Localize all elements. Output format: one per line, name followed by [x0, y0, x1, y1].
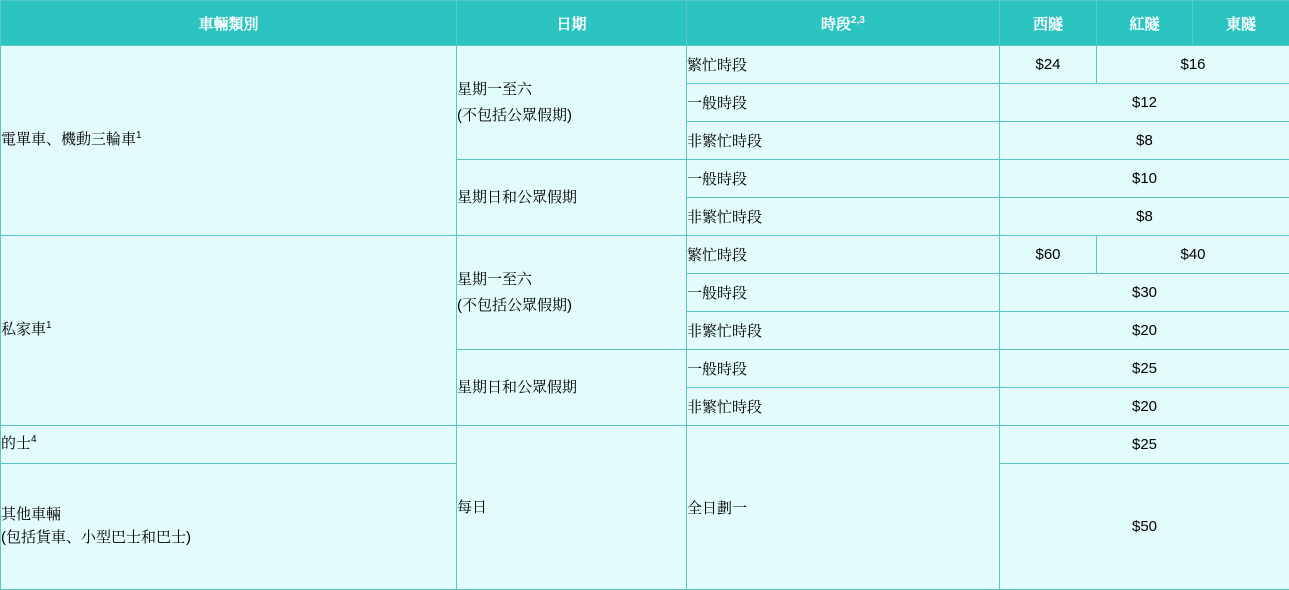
column-header-east-tunnel: 東隧 [1193, 1, 1289, 46]
fare-motorcycle-sunday-normal: $10 [1000, 160, 1289, 198]
day-weekday-motorcycle-line1: 星期一至六 [457, 77, 686, 103]
column-header-period-footnote: 2,3 [851, 15, 865, 26]
table-row [1, 46, 1289, 84]
column-header-period [687, 1, 1000, 46]
fare-taxi-all-day: $25 [1000, 426, 1289, 464]
day-sunday-motorcycle: 星期日和公眾假期 [457, 160, 687, 236]
vehicle-category-others [1, 464, 457, 590]
period-normal-private-car-sunday: 一般時段 [687, 350, 1000, 388]
vehicle-category-private-car-footnote: 1 [46, 320, 52, 331]
period-nonbusy-private-car-sunday: 非繁忙時段 [687, 388, 1000, 426]
day-weekday-private-car [457, 236, 687, 350]
column-header-period-label: 時段 [821, 16, 851, 33]
vehicle-category-taxi-footnote: 4 [31, 434, 37, 445]
vehicle-category-others-line1: 其他車輛 [1, 504, 456, 527]
day-sunday-private-car: 星期日和公眾假期 [457, 350, 687, 426]
fare-private-car-weekday-nonbusy: $20 [1000, 312, 1289, 350]
period-nonbusy-private-car-weekday: 非繁忙時段 [687, 312, 1000, 350]
fare-motorcycle-weekday-nonbusy: $8 [1000, 122, 1289, 160]
vehicle-category-private-car-label: 私家車 [1, 321, 46, 338]
fare-others-all-day: $50 [1000, 464, 1289, 590]
day-weekday-private-car-line1: 星期一至六 [457, 267, 686, 293]
fare-private-car-sunday-normal: $25 [1000, 350, 1289, 388]
period-normal-motorcycle-weekday: 一般時段 [687, 84, 1000, 122]
period-busy-private-car-weekday: 繁忙時段 [687, 236, 1000, 274]
fare-private-car-weekday-busy-red-east: $40 [1097, 236, 1289, 274]
period-all-day: 全日劃一 [687, 426, 1000, 590]
fare-motorcycle-sunday-nonbusy: $8 [1000, 198, 1289, 236]
vehicle-category-others-line2: (包括貨車、小型巴士和巴士) [1, 527, 456, 550]
table-body [1, 46, 1289, 590]
fare-motorcycle-weekday-busy-red-east: $16 [1097, 46, 1289, 84]
column-header-red-tunnel: 紅隧 [1097, 1, 1193, 46]
period-nonbusy-motorcycle-sunday: 非繁忙時段 [687, 198, 1000, 236]
day-weekday-motorcycle-line2: (不包括公眾假期) [457, 103, 686, 129]
vehicle-category-taxi [1, 426, 457, 464]
vehicle-category-taxi-label: 的士 [1, 435, 31, 452]
period-normal-private-car-weekday: 一般時段 [687, 274, 1000, 312]
period-busy-motorcycle-weekday: 繁忙時段 [687, 46, 1000, 84]
table-header [1, 1, 1289, 46]
fare-private-car-sunday-nonbusy: $20 [1000, 388, 1289, 426]
vehicle-category-motorcycle-label: 電單車、機動三輪車 [1, 131, 136, 148]
vehicle-category-motorcycle-footnote: 1 [136, 130, 142, 141]
header-row [1, 1, 1289, 46]
column-header-vehicle: 車輛類別 [1, 1, 457, 46]
column-header-west-tunnel: 西隧 [1000, 1, 1097, 46]
table-row [1, 236, 1289, 274]
fare-motorcycle-weekday-normal: $12 [1000, 84, 1289, 122]
period-normal-motorcycle-sunday: 一般時段 [687, 160, 1000, 198]
vehicle-category-private-car [1, 236, 457, 426]
table-row [1, 426, 1289, 464]
fare-private-car-weekday-busy-west: $60 [1000, 236, 1097, 274]
fare-private-car-weekday-normal: $30 [1000, 274, 1289, 312]
vehicle-category-motorcycle [1, 46, 457, 236]
column-header-day: 日期 [457, 1, 687, 46]
day-weekday-private-car-line2: (不包括公眾假期) [457, 293, 686, 319]
period-nonbusy-motorcycle-weekday: 非繁忙時段 [687, 122, 1000, 160]
day-weekday-motorcycle [457, 46, 687, 160]
day-daily: 每日 [457, 426, 687, 590]
fare-motorcycle-weekday-busy-west: $24 [1000, 46, 1097, 84]
